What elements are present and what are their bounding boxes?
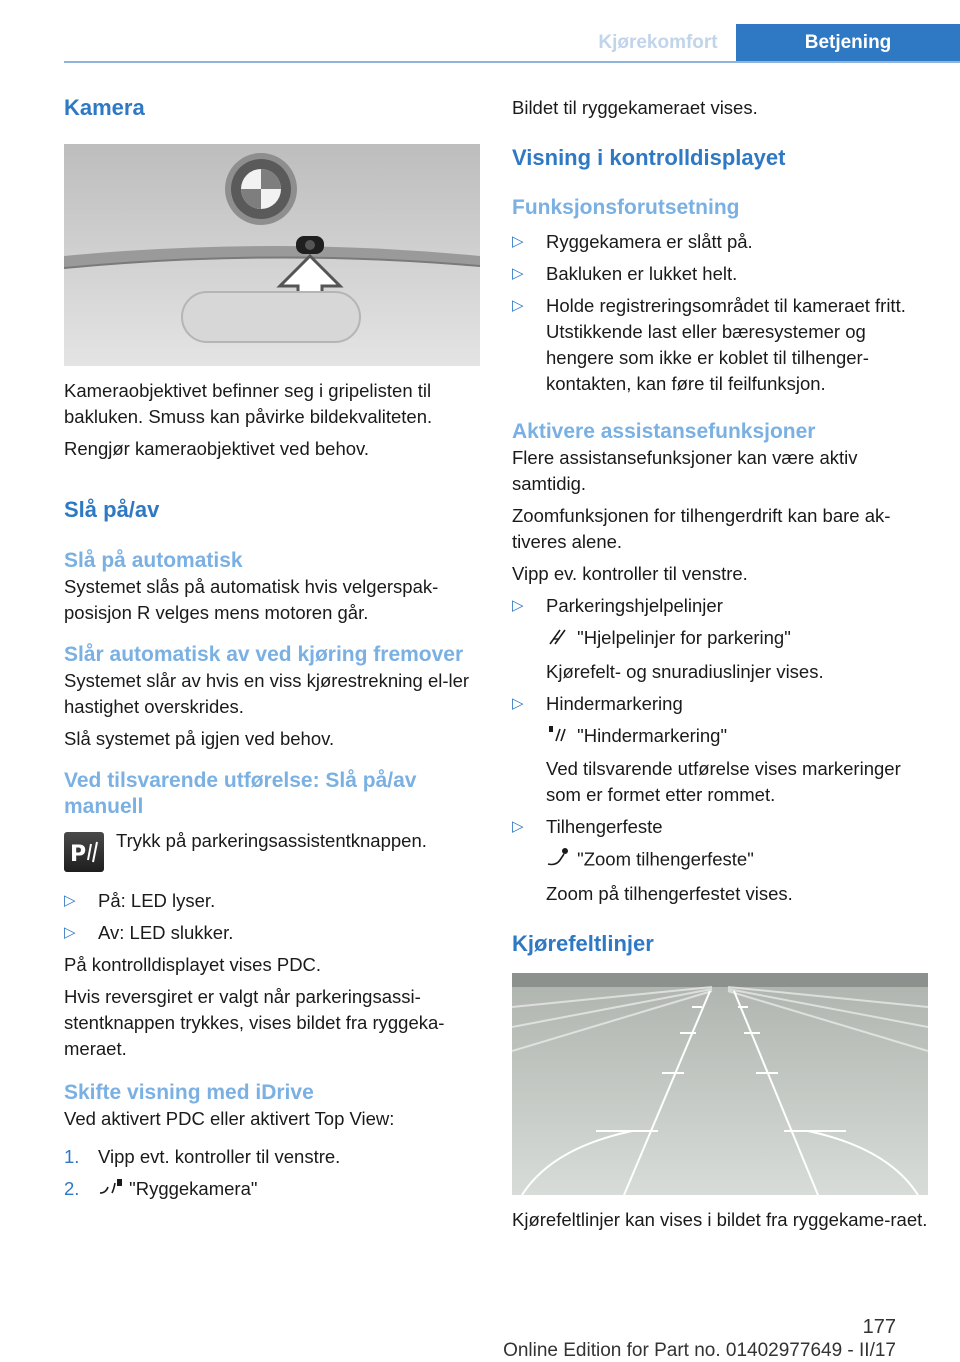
aktivere-text-1: Flere assistansefunksjoner kan være aktiv samtidig. [512,447,858,494]
heading-manual: Ved tilsvarende utførelse: Slå på/av manuell [64,769,417,818]
header-rule [64,61,960,63]
list-item: ▷ Ryggekamera er slått på. [512,229,932,255]
list-item: ▷ Av: LED slukker. [64,920,480,946]
idrive-text: Ved aktivert PDC eller aktivert Top View: [64,1108,395,1129]
rear-camera-icon [98,1177,124,1204]
page-number: 177 [862,1316,896,1338]
auto-off-text-1: Systemet slår av hvis en viss kjørestrekning el-ler hastighet overskrides. [64,670,470,717]
intro-text: Bildet til ryggekameraet vises. [512,97,758,118]
steps-list [64,1144,480,1204]
obstacle-marking-icon [546,723,572,750]
bullet-triangle-icon: ▷ [64,892,76,909]
heading-auto-off: Slår automatisk av ved kjøring fremover [64,643,464,666]
forutsetning-list [512,229,932,397]
svg-text:P: P [70,842,87,867]
page-footer [0,1310,960,1362]
aktivere-text-2: Zoomfunksjonen for tilhengerdrift kan bare ak-tiveres alene. [512,505,891,552]
parking-lines-icon [546,626,572,653]
list-item: ▷ På: LED lyser. [64,888,480,914]
heading-aktivere: Aktivere assistansefunksjoner [512,420,816,443]
heading-sla-pa-av: Slå på/av [64,497,160,522]
list-item: ▷ Parkeringshjelpelinjer "Hjelpelinjer for parkering" Kjørefelt- og snuradiuslinjer vises. [512,595,824,682]
list-item: 2. "Ryggekamera" [64,1176,480,1204]
list-item: ▷ Bakluken er lukket helt. [512,261,932,287]
manual-list [64,888,480,946]
aktivere-text-3: Vipp ev. kontroller til venstre. [512,563,748,584]
bullet-triangle-icon: ▷ [512,597,524,614]
bullet-triangle-icon: ▷ [512,818,524,836]
list-item: ▷ Hindermarkering "Hindermarkering" Ved tilsvarende utførelse vises markeringer som er formet etter rommet. [512,692,901,806]
camera-photo [64,144,480,366]
manual-text: Trykk på parkeringsassistentknappen. [116,830,427,851]
pdc-text-1: På kontrolldisplayet vises PDC. [64,954,322,975]
assist-list [512,593,932,907]
bullet-triangle-icon: ▷ [512,694,524,712]
bullet-triangle-icon: ▷ [512,233,524,250]
right-column [512,95,932,1233]
tab-kjorekomfort[interactable]: Kjørekomfort [583,24,733,61]
heading-visning: Visning i kontrolldisplayet [512,145,786,170]
auto-off-text-2: Slå systemet på igjen ved behov. [64,728,335,749]
felt-text: Kjørefeltlinjer kan vises i bildet fra ryggekame-raet. [512,1209,928,1231]
tab-betjening[interactable]: Betjening [736,24,960,61]
parking-assist-button-icon [64,832,104,872]
edition-text: Online Edition for Part no. 01402977649 - II/17 [503,1340,896,1361]
heading-forutsetning: Funksjonsforutsetning [512,196,740,219]
list-item: ▷ Holde registreringsområdet til kameraet fritt. Utstikkende last eller bæresystemer og hengere som ikke er koblet til tilhenger-kontakten, kan føre til feilfunksjon. [512,295,906,394]
list-item: 1. Vipp evt. kontroller til venstre. [64,1146,341,1167]
bullet-triangle-icon: ▷ [64,924,76,941]
pdc-text-2: Hvis reversgiret er valgt når parkeringsassi-stentknappen trykkes, vises bildet fra ryggeka-meraet. [64,986,445,1059]
lane-lines-image [512,973,928,1195]
list-item: ▷ Tilhengerfeste "Zoom tilhengerfeste" Zoom på tilhengerfestet vises. [512,816,793,905]
heading-idrive: Skifte visning med iDrive [64,1081,314,1104]
heading-kjorefeltlinjer: Kjørefeltlinjer [512,931,654,957]
trailer-hitch-icon [546,846,572,875]
bullet-triangle-icon: ▷ [512,265,524,282]
auto-on-text: Systemet slås på automatisk hvis velgerspak-posisjon R velges mens motoren går. [64,576,439,623]
pdc-button-row [64,828,480,888]
kamera-text-1: Kameraobjektivet befinner seg i gripelisten til bakluken. Smuss kan påvirke bildekvaliteten. [64,380,433,427]
heading-kamera: Kamera [64,95,145,120]
left-column [64,95,480,1204]
kamera-text-2: Rengjør kameraobjektivet ved behov. [64,438,370,459]
bullet-triangle-icon: ▷ [512,297,524,314]
heading-auto-on: Slå på automatisk [64,549,243,572]
